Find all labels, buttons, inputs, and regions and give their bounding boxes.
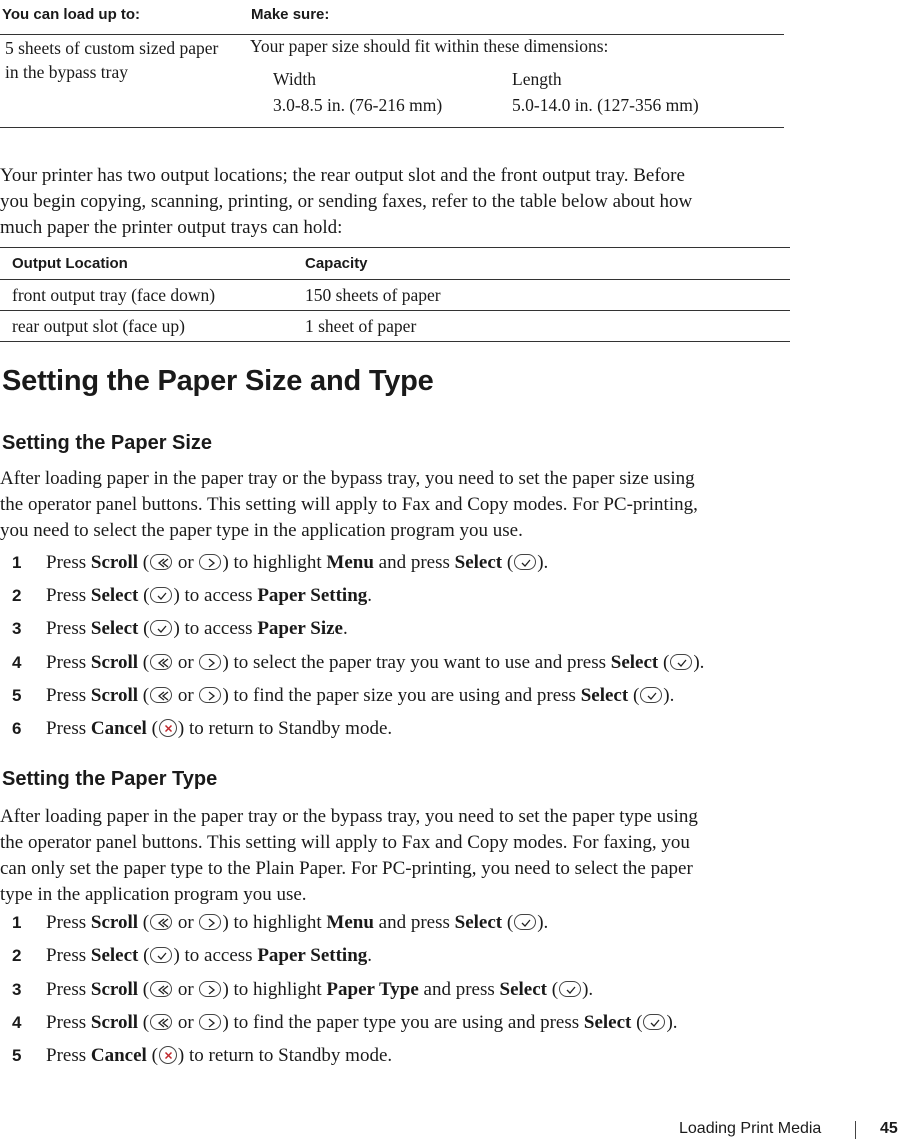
table-row [0,35,784,128]
width-label: Width [273,69,317,89]
step-text: Press Scroll ( or ) to find the paper size you are using and press Select ( ). [46,685,675,706]
size-intro [0,466,786,544]
page-number: 45 [880,1120,898,1137]
table-header-capacity: Capacity [305,255,368,272]
step-number: 3 [12,980,22,999]
footer-divider [855,1121,856,1139]
step-number: 1 [12,553,22,572]
step-text: Press Scroll ( or ) to highlight Menu and press Select ( ). [46,552,549,573]
table-header-load: You can load up to: [2,6,141,23]
select-check-icon [640,687,662,703]
step-text: Press Cancel ( ) to return to Standby mode. [46,718,393,739]
length-label: Length [512,69,562,89]
step-text: Press Select ( ) to access Paper Setting. [46,585,373,606]
intro-line: you begin copying, scanning, printing, or sending faxes, refer to the table below about how [0,191,693,212]
table-header-make-sure: Make sure: [251,6,330,23]
intro-line: you need to select the paper type in the application program you use. [0,520,523,541]
make-sure-text: Your paper size should fit within these dimensions: [250,36,609,56]
select-check-icon [559,981,581,997]
table-row [0,310,790,341]
load-line1: 5 sheets of custom sized paper [5,38,219,58]
load-cell [5,36,218,84]
select-check-icon [150,587,172,603]
select-check-icon [514,554,536,570]
step-text: Press Cancel ( ) to return to Standby mode. [46,1045,393,1066]
load-line2: in the bypass tray [5,62,128,82]
scroll-left-icon [150,687,172,703]
intro-line: much paper the printer output trays can hold: [0,217,343,238]
select-check-icon [670,654,692,670]
scroll-left-icon [150,981,172,997]
intro-line: the operator panel buttons. This setting will apply to Fax and Copy modes. For PC-printing, [0,494,698,515]
table-row [0,279,790,310]
footer-section: Loading Print Media [679,1120,822,1137]
scroll-right-icon [199,981,221,997]
step-text: Press Scroll ( or ) to find the paper type you are using and press Select ( ). [46,1012,678,1033]
width-value: 3.0-8.5 in. (76-216 mm) [273,95,443,115]
select-check-icon [150,620,172,636]
scroll-right-icon [199,654,221,670]
scroll-left-icon [150,654,172,670]
step-text: Press Select ( ) to access Paper Size. [46,618,348,639]
scroll-left-icon [150,554,172,570]
scroll-left-icon [150,1014,172,1030]
select-check-icon [643,1014,665,1030]
scroll-left-icon [150,914,172,930]
table-cell: 1 sheet of paper [305,316,417,336]
step-number: 5 [12,686,22,705]
scroll-right-icon [199,687,221,703]
length-value: 5.0-14.0 in. (127-356 mm) [512,95,699,115]
step-number: 3 [12,619,22,638]
step-number: 2 [12,586,22,605]
table-cell: rear output slot (face up) [12,316,185,336]
step-number: 4 [12,653,22,672]
intro-line: can only set the paper type to the Plain Paper. For PC-printing, you need to select the paper [0,858,693,879]
step-text: Press Select ( ) to access Paper Setting. [46,945,373,966]
step-text: Press Scroll ( or ) to highlight Paper Type and press Select ( ). [46,979,594,1000]
step-text: Press Scroll ( or ) to select the paper tray you want to use and press Select ( ). [46,652,705,673]
table-header-row [0,0,784,35]
intro-line: After loading paper in the paper tray or the bypass tray, you need to set the paper size using [0,468,695,489]
intro-line: type in the application program you use. [0,884,307,905]
type-intro [0,804,786,908]
scroll-right-icon [199,1014,221,1030]
section-title: Setting the Paper Size and Type [2,365,434,397]
cancel-x-icon [159,719,177,737]
step-number: 4 [12,1013,22,1032]
intro-line: the operator panel buttons. This setting will apply to Fax and Copy modes. For faxing, you [0,832,690,853]
cancel-x-icon [159,1046,177,1064]
intro-line: After loading paper in the paper tray or the bypass tray, you need to set the paper type using [0,806,698,827]
select-check-icon [150,947,172,963]
step-number: 1 [12,913,22,932]
step-number: 2 [12,946,22,965]
output-intro [0,163,786,241]
type-heading: Setting the Paper Type [2,768,218,790]
step-text: Press Scroll ( or ) to highlight Menu and press Select ( ). [46,912,549,933]
scroll-right-icon [199,914,221,930]
table-header-output-location: Output Location [12,255,128,272]
select-check-icon [514,914,536,930]
step-number: 6 [12,719,22,738]
intro-line: Your printer has two output locations; the rear output slot and the front output tray. Before [0,165,685,186]
step-number: 5 [12,1046,22,1065]
table-cell: front output tray (face down) [12,285,216,305]
table-cell: 150 sheets of paper [305,285,441,305]
size-heading: Setting the Paper Size [2,432,213,454]
scroll-right-icon [199,554,221,570]
